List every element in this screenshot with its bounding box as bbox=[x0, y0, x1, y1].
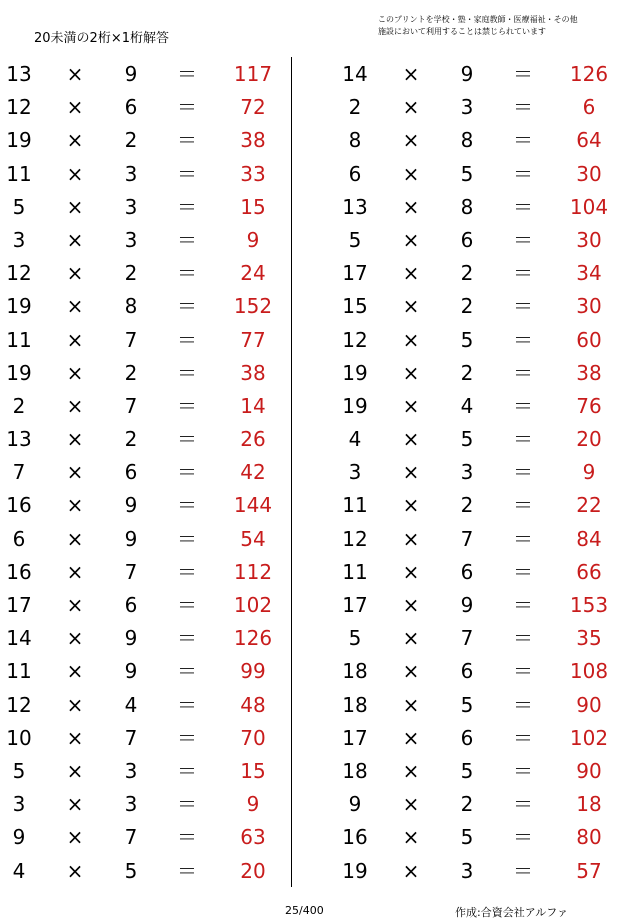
multiplier: 2 bbox=[460, 294, 474, 319]
multiplier: 7 bbox=[460, 526, 474, 551]
equals-sign: ＝ bbox=[513, 194, 533, 219]
times-sign: × bbox=[66, 427, 84, 452]
answer: 22 bbox=[576, 493, 602, 518]
times-sign: × bbox=[402, 161, 420, 186]
times-sign: × bbox=[66, 858, 84, 883]
answer: 9 bbox=[246, 227, 260, 252]
times-sign: × bbox=[402, 725, 420, 750]
answer: 80 bbox=[576, 825, 602, 850]
multiplier: 3 bbox=[124, 227, 138, 252]
answer: 76 bbox=[576, 393, 602, 418]
answer: 108 bbox=[569, 659, 609, 684]
times-sign: × bbox=[66, 360, 84, 385]
equals-sign: ＝ bbox=[177, 393, 197, 418]
multiplicand: 12 bbox=[342, 327, 368, 352]
equals-sign: ＝ bbox=[177, 161, 197, 186]
multiplicand: 17 bbox=[342, 725, 368, 750]
multiplicand: 4 bbox=[348, 427, 362, 452]
multiplicand: 19 bbox=[6, 128, 32, 153]
times-sign: × bbox=[402, 559, 420, 584]
times-sign: × bbox=[66, 792, 84, 817]
multiplicand: 14 bbox=[342, 62, 368, 86]
equals-sign: ＝ bbox=[177, 227, 197, 252]
answer: 6 bbox=[582, 95, 596, 120]
multiplier: 2 bbox=[460, 493, 474, 518]
times-sign: × bbox=[66, 725, 84, 750]
multiplicand: 19 bbox=[6, 294, 32, 319]
multiplier: 2 bbox=[124, 360, 138, 385]
multiplicand: 6 bbox=[12, 526, 26, 551]
multiplier: 3 bbox=[460, 858, 474, 883]
multiplicand: 8 bbox=[348, 128, 362, 153]
multiplier: 2 bbox=[460, 792, 474, 817]
multiplicand: 5 bbox=[12, 194, 26, 219]
multiplicand: 19 bbox=[6, 360, 32, 385]
multiplicand: 5 bbox=[348, 227, 362, 252]
equals-sign: ＝ bbox=[177, 261, 197, 286]
multiplier: 9 bbox=[124, 526, 138, 551]
multiplier: 6 bbox=[460, 559, 474, 584]
answer: 30 bbox=[576, 227, 602, 252]
multiplier: 4 bbox=[460, 393, 474, 418]
equals-sign: ＝ bbox=[513, 427, 533, 452]
times-sign: × bbox=[66, 194, 84, 219]
multiplier: 6 bbox=[460, 659, 474, 684]
times-sign: × bbox=[66, 294, 84, 319]
times-sign: × bbox=[402, 825, 420, 850]
multiplicand: 15 bbox=[342, 294, 368, 319]
times-sign: × bbox=[66, 62, 84, 86]
multiplicand: 14 bbox=[6, 626, 32, 651]
equals-sign: ＝ bbox=[177, 460, 197, 485]
column-divider bbox=[291, 57, 292, 887]
times-sign: × bbox=[402, 493, 420, 518]
times-sign: × bbox=[402, 593, 420, 617]
equals-sign: ＝ bbox=[177, 493, 197, 518]
equals-sign: ＝ bbox=[513, 95, 533, 120]
multiplier: 3 bbox=[124, 161, 138, 186]
times-sign: × bbox=[66, 593, 84, 617]
multiplier: 9 bbox=[124, 626, 138, 651]
equals-sign: ＝ bbox=[513, 460, 533, 485]
times-sign: × bbox=[402, 128, 420, 153]
equals-sign: ＝ bbox=[513, 128, 533, 153]
equals-sign: ＝ bbox=[513, 393, 533, 418]
times-sign: × bbox=[402, 626, 420, 651]
multiplicand: 3 bbox=[12, 792, 26, 817]
answer: 102 bbox=[569, 725, 609, 750]
multiplicand: 18 bbox=[342, 758, 368, 783]
multiplier: 2 bbox=[124, 128, 138, 153]
equals-sign: ＝ bbox=[177, 593, 197, 617]
multiplicand: 11 bbox=[342, 559, 368, 584]
answer: 42 bbox=[240, 460, 266, 485]
multiplicand: 11 bbox=[6, 161, 32, 186]
multiplicand: 5 bbox=[348, 626, 362, 651]
times-sign: × bbox=[402, 792, 420, 817]
equals-sign: ＝ bbox=[177, 95, 197, 120]
multiplier: 6 bbox=[460, 725, 474, 750]
page-number: 25/400 bbox=[285, 904, 324, 917]
answer: 64 bbox=[576, 128, 602, 153]
times-sign: × bbox=[66, 825, 84, 850]
times-sign: × bbox=[66, 393, 84, 418]
answer: 9 bbox=[582, 460, 596, 485]
equals-sign: ＝ bbox=[513, 559, 533, 584]
times-sign: × bbox=[66, 95, 84, 120]
times-sign: × bbox=[66, 758, 84, 783]
multiplicand: 16 bbox=[6, 559, 32, 584]
multiplier: 5 bbox=[460, 692, 474, 717]
multiplicand: 19 bbox=[342, 858, 368, 883]
times-sign: × bbox=[66, 493, 84, 518]
equals-sign: ＝ bbox=[177, 360, 197, 385]
multiplicand: 2 bbox=[348, 95, 362, 120]
multiplier: 8 bbox=[460, 194, 474, 219]
answer: 54 bbox=[240, 526, 266, 551]
times-sign: × bbox=[66, 659, 84, 684]
times-sign: × bbox=[402, 261, 420, 286]
answer: 90 bbox=[576, 758, 602, 783]
usage-notice bbox=[378, 14, 578, 38]
answer: 38 bbox=[240, 360, 266, 385]
answer: 30 bbox=[576, 294, 602, 319]
answer: 48 bbox=[240, 692, 266, 717]
equals-sign: ＝ bbox=[513, 858, 533, 883]
equals-sign: ＝ bbox=[513, 62, 533, 86]
equals-sign: ＝ bbox=[177, 725, 197, 750]
equals-sign: ＝ bbox=[177, 427, 197, 452]
equals-sign: ＝ bbox=[513, 161, 533, 186]
multiplier: 7 bbox=[460, 626, 474, 651]
answer: 102 bbox=[233, 593, 273, 617]
times-sign: × bbox=[402, 327, 420, 352]
multiplicand: 16 bbox=[342, 825, 368, 850]
answer: 66 bbox=[576, 559, 602, 584]
equals-sign: ＝ bbox=[177, 825, 197, 850]
multiplicand: 9 bbox=[12, 825, 26, 850]
answer: 38 bbox=[576, 360, 602, 385]
times-sign: × bbox=[66, 526, 84, 551]
multiplier: 9 bbox=[124, 493, 138, 518]
usage-notice-line-1: このプリントを学校・塾・家庭教師・医療福祉・その他 bbox=[378, 15, 578, 24]
equals-sign: ＝ bbox=[513, 626, 533, 651]
times-sign: × bbox=[402, 858, 420, 883]
multiplicand: 13 bbox=[6, 62, 32, 86]
times-sign: × bbox=[402, 758, 420, 783]
equals-sign: ＝ bbox=[513, 725, 533, 750]
multiplier: 8 bbox=[460, 128, 474, 153]
multiplier: 2 bbox=[124, 261, 138, 286]
answer: 35 bbox=[576, 626, 602, 651]
multiplicand: 18 bbox=[342, 659, 368, 684]
equals-sign: ＝ bbox=[513, 360, 533, 385]
answer: 72 bbox=[240, 95, 266, 120]
multiplicand: 12 bbox=[6, 261, 32, 286]
times-sign: × bbox=[402, 659, 420, 684]
answer: 153 bbox=[569, 593, 609, 617]
multiplicand: 4 bbox=[12, 858, 26, 883]
times-sign: × bbox=[66, 460, 84, 485]
answer: 63 bbox=[240, 825, 266, 850]
answer: 34 bbox=[576, 261, 602, 286]
answer: 112 bbox=[233, 559, 273, 584]
multiplicand: 7 bbox=[12, 460, 26, 485]
multiplier: 7 bbox=[124, 825, 138, 850]
equals-sign: ＝ bbox=[513, 327, 533, 352]
multiplicand: 3 bbox=[12, 227, 26, 252]
answer: 24 bbox=[240, 261, 266, 286]
multiplier: 4 bbox=[124, 692, 138, 717]
answer: 20 bbox=[576, 427, 602, 452]
equals-sign: ＝ bbox=[513, 261, 533, 286]
multiplier: 9 bbox=[460, 62, 474, 86]
times-sign: × bbox=[66, 227, 84, 252]
multiplicand: 18 bbox=[342, 692, 368, 717]
multiplicand: 11 bbox=[6, 327, 32, 352]
multiplicand: 10 bbox=[6, 725, 32, 750]
multiplier: 7 bbox=[124, 393, 138, 418]
equals-sign: ＝ bbox=[513, 493, 533, 518]
times-sign: × bbox=[402, 460, 420, 485]
equals-sign: ＝ bbox=[513, 758, 533, 783]
answer: 15 bbox=[240, 194, 266, 219]
answer: 70 bbox=[240, 725, 266, 750]
multiplier: 3 bbox=[124, 194, 138, 219]
multiplicand: 13 bbox=[342, 194, 368, 219]
answer: 14 bbox=[240, 393, 266, 418]
multiplier: 2 bbox=[460, 360, 474, 385]
multiplier: 6 bbox=[124, 460, 138, 485]
answer: 144 bbox=[233, 493, 273, 518]
multiplier: 2 bbox=[460, 261, 474, 286]
equals-sign: ＝ bbox=[177, 327, 197, 352]
multiplicand: 3 bbox=[348, 460, 362, 485]
multiplicand: 17 bbox=[342, 261, 368, 286]
answer: 26 bbox=[240, 427, 266, 452]
times-sign: × bbox=[66, 327, 84, 352]
equals-sign: ＝ bbox=[513, 692, 533, 717]
times-sign: × bbox=[66, 626, 84, 651]
multiplier: 5 bbox=[124, 858, 138, 883]
times-sign: × bbox=[402, 194, 420, 219]
answer: 104 bbox=[569, 194, 609, 219]
multiplicand: 12 bbox=[6, 692, 32, 717]
equals-sign: ＝ bbox=[177, 858, 197, 883]
page-title: 20未満の2桁×1桁解答 bbox=[34, 31, 169, 46]
multiplier: 5 bbox=[460, 758, 474, 783]
times-sign: × bbox=[402, 227, 420, 252]
multiplier: 5 bbox=[460, 427, 474, 452]
times-sign: × bbox=[402, 95, 420, 120]
multiplier: 8 bbox=[124, 294, 138, 319]
equals-sign: ＝ bbox=[177, 626, 197, 651]
answer: 33 bbox=[240, 161, 266, 186]
equals-sign: ＝ bbox=[177, 758, 197, 783]
multiplicand: 12 bbox=[342, 526, 368, 551]
equals-sign: ＝ bbox=[513, 294, 533, 319]
answer: 57 bbox=[576, 858, 602, 883]
multiplicand: 11 bbox=[6, 659, 32, 684]
times-sign: × bbox=[66, 128, 84, 153]
multiplicand: 13 bbox=[6, 427, 32, 452]
times-sign: × bbox=[66, 692, 84, 717]
multiplier: 5 bbox=[460, 327, 474, 352]
multiplier: 7 bbox=[124, 559, 138, 584]
times-sign: × bbox=[402, 360, 420, 385]
multiplier: 9 bbox=[124, 62, 138, 86]
multiplicand: 12 bbox=[6, 95, 32, 120]
multiplier: 2 bbox=[124, 427, 138, 452]
answer: 77 bbox=[240, 327, 266, 352]
answer: 15 bbox=[240, 758, 266, 783]
multiplicand: 19 bbox=[342, 393, 368, 418]
multiplicand: 6 bbox=[348, 161, 362, 186]
equals-sign: ＝ bbox=[513, 227, 533, 252]
multiplier: 6 bbox=[124, 95, 138, 120]
multiplicand: 16 bbox=[6, 493, 32, 518]
multiplicand: 17 bbox=[6, 593, 32, 617]
multiplicand: 9 bbox=[348, 792, 362, 817]
answer: 90 bbox=[576, 692, 602, 717]
equals-sign: ＝ bbox=[513, 792, 533, 817]
answer: 126 bbox=[233, 626, 273, 651]
times-sign: × bbox=[66, 161, 84, 186]
equals-sign: ＝ bbox=[177, 559, 197, 584]
multiplicand: 2 bbox=[12, 393, 26, 418]
times-sign: × bbox=[66, 559, 84, 584]
equals-sign: ＝ bbox=[177, 62, 197, 86]
answer: 99 bbox=[240, 659, 266, 684]
answer: 9 bbox=[246, 792, 260, 817]
answer: 18 bbox=[576, 792, 602, 817]
answer: 20 bbox=[240, 858, 266, 883]
answer: 152 bbox=[233, 294, 273, 319]
multiplicand: 17 bbox=[342, 593, 368, 617]
multiplier: 5 bbox=[460, 825, 474, 850]
equals-sign: ＝ bbox=[513, 593, 533, 617]
multiplier: 9 bbox=[460, 593, 474, 617]
equals-sign: ＝ bbox=[177, 294, 197, 319]
equals-sign: ＝ bbox=[177, 194, 197, 219]
answer: 30 bbox=[576, 161, 602, 186]
multiplier: 3 bbox=[460, 95, 474, 120]
equals-sign: ＝ bbox=[177, 792, 197, 817]
multiplier: 5 bbox=[460, 161, 474, 186]
multiplier: 3 bbox=[124, 792, 138, 817]
equals-sign: ＝ bbox=[513, 825, 533, 850]
equals-sign: ＝ bbox=[513, 659, 533, 684]
multiplicand: 11 bbox=[342, 493, 368, 518]
answer: 38 bbox=[240, 128, 266, 153]
answer: 126 bbox=[569, 62, 609, 86]
answer: 84 bbox=[576, 526, 602, 551]
times-sign: × bbox=[402, 393, 420, 418]
answer: 117 bbox=[233, 62, 273, 86]
equals-sign: ＝ bbox=[177, 659, 197, 684]
times-sign: × bbox=[402, 692, 420, 717]
multiplicand: 19 bbox=[342, 360, 368, 385]
usage-notice-line-2: 施設において利用することは禁じられています bbox=[378, 27, 546, 36]
times-sign: × bbox=[402, 526, 420, 551]
multiplier: 3 bbox=[124, 758, 138, 783]
multiplier: 3 bbox=[460, 460, 474, 485]
multiplicand: 5 bbox=[12, 758, 26, 783]
times-sign: × bbox=[66, 261, 84, 286]
times-sign: × bbox=[402, 62, 420, 86]
answer: 60 bbox=[576, 327, 602, 352]
author-credit: 作成:合資会社アルファ bbox=[455, 906, 569, 919]
equals-sign: ＝ bbox=[177, 128, 197, 153]
equals-sign: ＝ bbox=[177, 526, 197, 551]
multiplier: 6 bbox=[124, 593, 138, 617]
multiplier: 9 bbox=[124, 659, 138, 684]
multiplier: 6 bbox=[460, 227, 474, 252]
equals-sign: ＝ bbox=[513, 526, 533, 551]
multiplier: 7 bbox=[124, 327, 138, 352]
equals-sign: ＝ bbox=[177, 692, 197, 717]
times-sign: × bbox=[402, 294, 420, 319]
times-sign: × bbox=[402, 427, 420, 452]
multiplier: 7 bbox=[124, 725, 138, 750]
